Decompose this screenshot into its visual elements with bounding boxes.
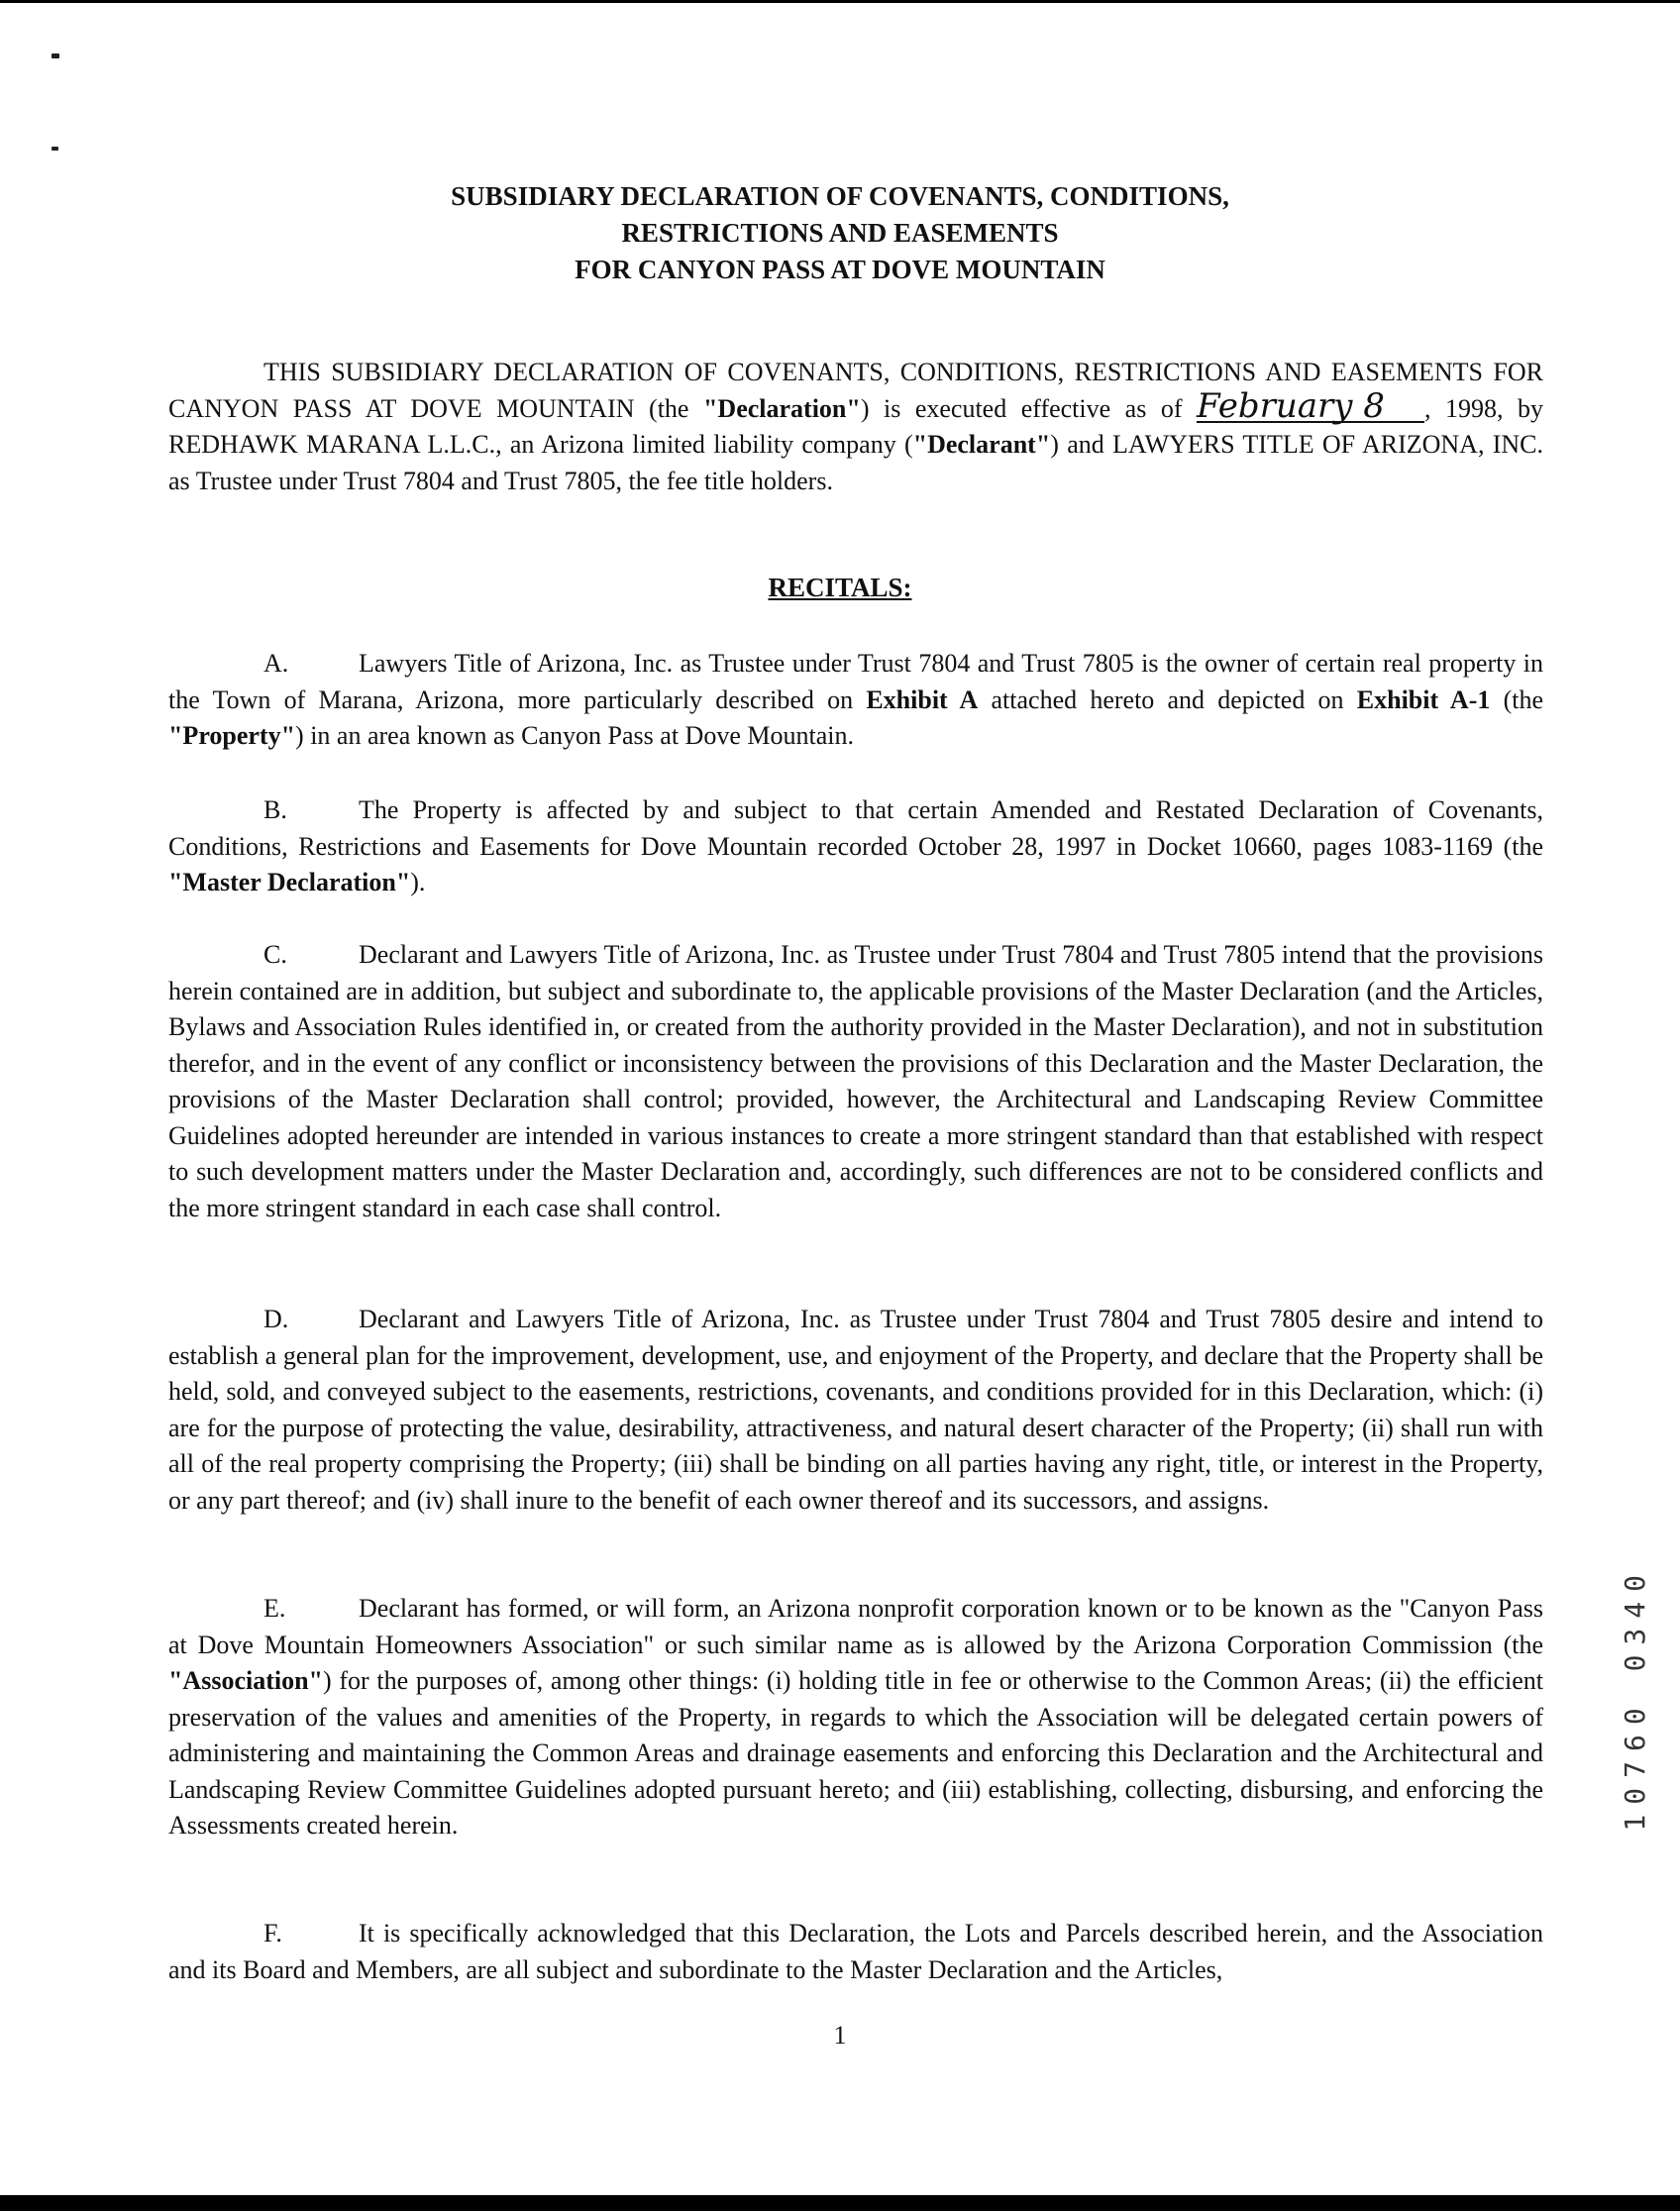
margin-docket-stamp: 10760 0340 [1619, 1565, 1651, 1832]
recital-text: Declarant has formed, or will form, an Arizona nonprofit corporation known or to be known as the "Canyon Pass at Dove Mountain Homeowners Association" or such similar name as is allowed by the Arizona Corporation Commission (the [168, 1594, 1543, 1659]
scan-edge-top [0, 0, 1680, 3]
recital-text: ) in an area known as Canyon Pass at Dove Mountain. [295, 721, 854, 750]
recital-text: Declarant and Lawyers Title of Arizona, Inc. as Trustee under Trust 7804 and Trust 7805 desire and intend to establish a general plan for the improvement, development, use, and enjoyment of the Property, and declare that the Property shall be held, sold, and conveyed subject to the easements, restrictions, covenants, and conditions provided for in this Declaration, which: (i) are for the purpose of protecting the value, desirability, attractiveness, and natural desert character of the Property; (ii) shall run with all of the real property comprising the Property; (iii) shall be binding on all parties having any right, title, or interest in the Property, or any part thereof; and (iv) shall inure to the benefit of each owner thereof and its successors, and assigns. [168, 1305, 1543, 1515]
intro-text: ) and LAWYERS TITLE OF ARIZONA, INC. as Trustee under Trust 7804 and Trust 7805, the fee title holders. [168, 430, 1543, 495]
intro-text: THIS SUBSIDIARY DECLARATION OF COVENANTS, CONDITIONS, RESTRICTIONS AND EASEMENTS FOR CANYON PASS AT DOVE MOUNTAIN (the [168, 358, 1543, 423]
handwritten-date: February 8 [1197, 391, 1424, 423]
scan-speck [52, 147, 58, 151]
recital-c [168, 937, 1543, 1226]
defined-term: Exhibit A [866, 684, 979, 714]
defined-term: "Declaration" [702, 393, 861, 423]
recital-text: It is specifically acknowledged that this Declaration, the Lots and Parcels described herein, and the Association and its Board and Members, are all subject and subordinate to the Master Declaration and the Articles, [168, 1919, 1543, 1984]
recital-text: ) for the purposes of, among other things: (i) holding title in fee or otherwise to the Common Areas; (ii) the efficient preservation of the values and amenities of the Property, in regards to which the Association will be delegated certain powers of administering and maintaining the Common Areas and drainage easements and enforcing this Declaration and the Architectural and Landscaping Review Committee Guidelines adopted pursuant hereto; and (iii) establishing, collecting, disbursing, and enforcing the Assessments created herein. [168, 1666, 1543, 1840]
recital-f [168, 1916, 1543, 1988]
page-number: 1 [833, 2021, 847, 2050]
recital-text: ). [410, 868, 426, 896]
recital-b [168, 792, 1543, 901]
recital-text: attached hereto and depicted on [978, 684, 1357, 714]
title-line: SUBSIDIARY DECLARATION OF COVENANTS, CONDITIONS, [451, 181, 1229, 211]
defined-term: Exhibit A-1 [1356, 684, 1491, 714]
title-line: RESTRICTIONS AND EASEMENTS [621, 218, 1059, 248]
defined-term: "Declarant" [912, 430, 1051, 459]
recital-text: (the [1490, 684, 1543, 714]
defined-term: "Association" [168, 1666, 323, 1695]
recital-d [168, 1302, 1543, 1519]
recital-label: D. [263, 1305, 289, 1333]
defined-term: "Master Declaration" [168, 868, 411, 896]
scan-speck [52, 53, 59, 58]
recital-text: Declarant and Lawyers Title of Arizona, Inc. as Trustee under Trust 7804 and Trust 7805 intend that the provisions herein contained are in addition, but subject and subordinate to, the applicable provisions of the Master Declaration (and the Articles, Bylaws and Association Rules identified in, or created from the authority provided in the Master Declaration), and not in substitution therefor, and in the event of any conflict or inconsistency between the provisions of this Declaration and the Master Declaration, the provisions of the Master Declaration shall control; provided, however, the Architectural and Landscaping Review Committee Guidelines adopted hereunder are intended in various instances to create a more stringent standard than that established with respect to such development matters under the Master Declaration and, accordingly, such differences are not to be considered conflicts and the more stringent standard in each case shall control. [168, 940, 1543, 1222]
recital-text: The Property is affected by and subject to that certain Amended and Restated Declaration of Covenants, Conditions, Restrictions and Easements for Dove Mountain recorded October 28, 1997 in Docket 10660, pages 1083-1169 (the [168, 795, 1543, 861]
recital-label: F. [263, 1919, 282, 1948]
recital-label: C. [263, 940, 287, 969]
intro-paragraph [168, 355, 1543, 499]
defined-term: "Property" [168, 721, 296, 750]
intro-text: ) is executed effective as of [860, 393, 1197, 423]
recital-label: A. [263, 649, 289, 678]
document-title [0, 178, 1680, 288]
recital-a [168, 646, 1543, 755]
intro-text: , 1998, by REDHAWK MARANA L.L.C., an Arizona limited liability company ( [168, 393, 1544, 459]
recital-label: B. [263, 795, 287, 824]
recital-label: E. [263, 1594, 286, 1623]
recital-text: Lawyers Title of Arizona, Inc. as Trustee under Trust 7804 and Trust 7805 is the owner of certain real property in the Town of Marana, Arizona, more particularly described on [168, 649, 1543, 714]
recital-e [168, 1591, 1543, 1844]
scan-edge-bottom [0, 2195, 1680, 2211]
title-line: FOR CANYON PASS AT DOVE MOUNTAIN [575, 255, 1105, 284]
recitals-heading: RECITALS: [768, 573, 912, 602]
